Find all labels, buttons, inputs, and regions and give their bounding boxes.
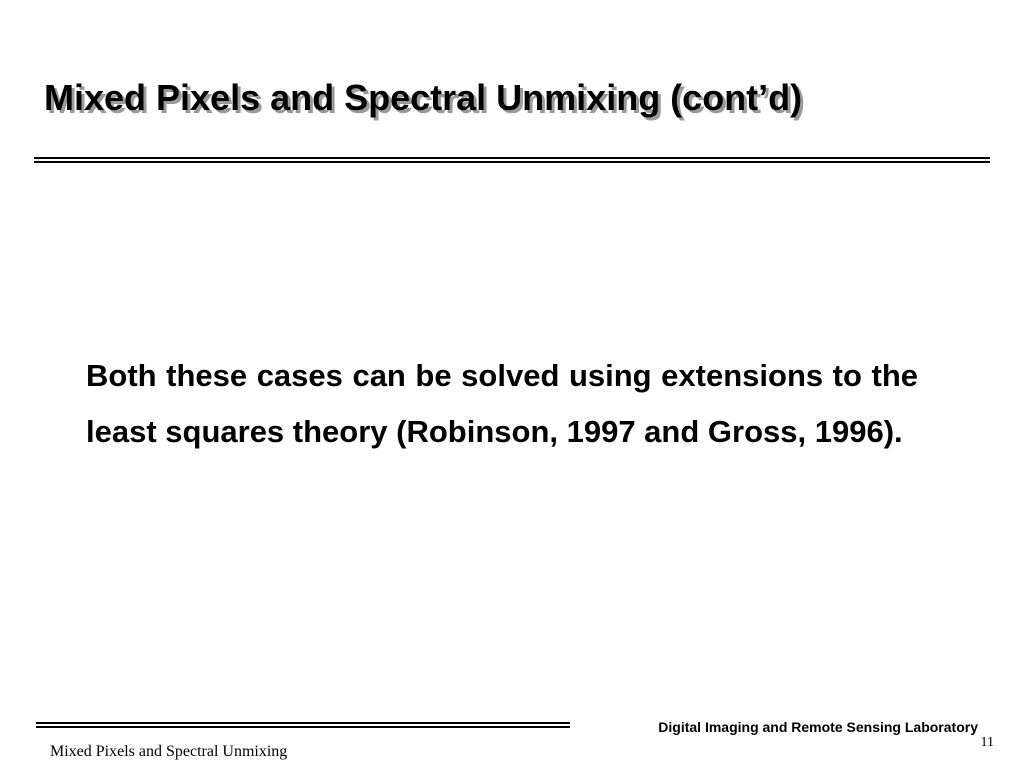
slide-title: Mixed Pixels and Spectral Unmixing (cont’d) [44, 77, 803, 118]
page-number: 11 [980, 735, 994, 750]
footer-topic: Mixed Pixels and Spectral Unmixing [50, 743, 288, 760]
title-divider [34, 157, 990, 163]
footer-lab-name: Digital Imaging and Remote Sensing Laboratory [658, 719, 978, 735]
body-paragraph: Both these cases can be solved using extensions to the least squares theory (Robinson, 1997 and Gross, 1996). [86, 358, 918, 449]
footer-divider [36, 722, 570, 728]
